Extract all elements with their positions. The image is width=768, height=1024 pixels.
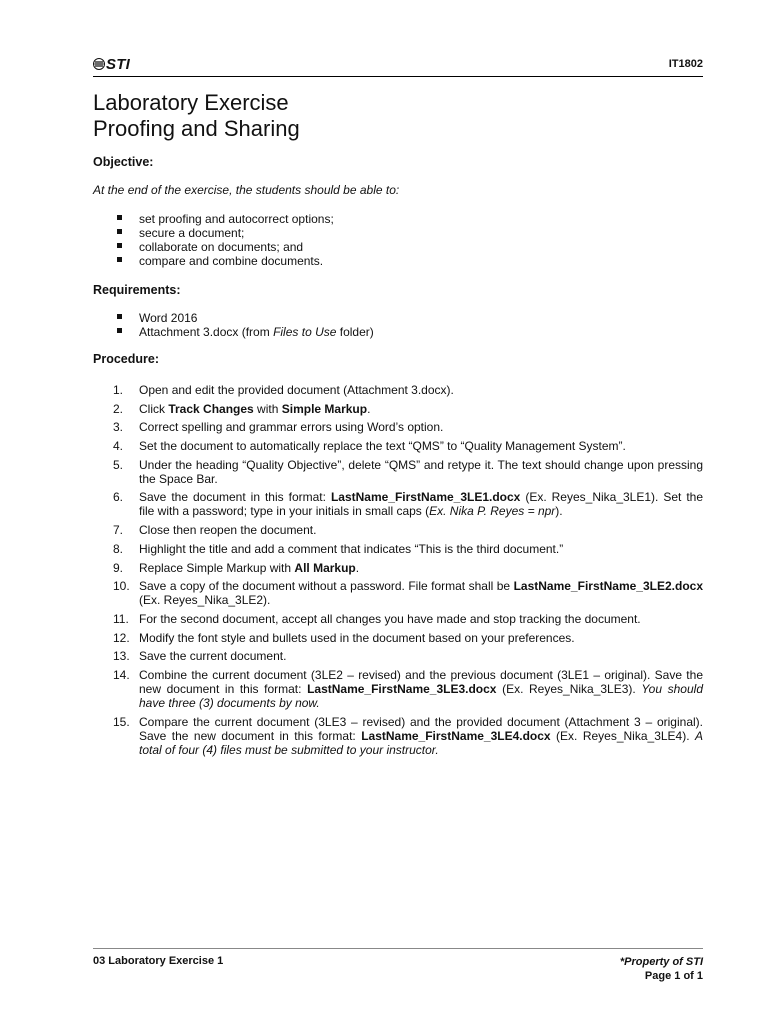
- objective-item-text: set proofing and autocorrect options;: [139, 212, 334, 226]
- footer-left: [93, 955, 223, 967]
- procedure-step: [93, 561, 703, 575]
- step-number: 1.: [113, 383, 124, 397]
- procedure-step: [93, 649, 703, 663]
- footer-module-number: 03: [93, 955, 106, 967]
- requirement-text: Word 2016: [139, 311, 198, 325]
- footer-rule: [93, 948, 703, 949]
- bullet-square-icon: [117, 314, 122, 319]
- footer-page-number: Page 1 of 1: [644, 970, 703, 982]
- step-number: 14.: [113, 667, 130, 682]
- page-title: [93, 90, 300, 142]
- step-text: You should have three (3) documents by now.: [139, 681, 703, 710]
- step-text: Combine the current document (3LE2 – revised) and the previous document (3LE1 – original). Save the new document in this format:: [139, 667, 703, 696]
- bullet-square-icon: [117, 257, 122, 262]
- objective-item-text: secure a document;: [139, 226, 245, 240]
- step-number: 13.: [113, 649, 130, 664]
- step-text: LastName_FirstName_3LE3.docx: [307, 681, 497, 696]
- objective-item: [93, 226, 334, 240]
- step-text: Ex. Nika P. Reyes = npr: [429, 504, 556, 519]
- sti-logo: [93, 55, 130, 73]
- requirement-emphasis: Files to Use: [273, 325, 337, 339]
- step-text: Close then reopen the document.: [139, 523, 317, 538]
- procedure-step: [93, 579, 703, 607]
- step-text: All Markup: [294, 560, 356, 575]
- step-number: 5.: [113, 457, 124, 472]
- step-text: Compare the current document (3LE3 – revised) and the provided document (Attachment 3 – original). Save the new document in this format:: [139, 714, 703, 743]
- procedure-step: [93, 631, 703, 645]
- step-number: 15.: [113, 714, 130, 729]
- objective-item-text: compare and combine documents.: [139, 254, 324, 268]
- bullet-square-icon: [117, 229, 122, 234]
- requirements-heading: Requirements:: [93, 283, 181, 297]
- step-text: .: [367, 401, 371, 416]
- step-text: For the second document, accept all changes you have made and stop tracking the document.: [139, 611, 641, 626]
- footer-right: [620, 955, 703, 983]
- step-text: LastName_FirstName_3LE4.docx: [361, 728, 551, 743]
- title-line-1: Laboratory Exercise: [93, 90, 289, 115]
- step-text: (Ex. Reyes_Nika_3LE2).: [139, 593, 271, 608]
- bullet-square-icon: [117, 215, 122, 220]
- step-text: Save the document in this format:: [139, 490, 331, 505]
- step-text: (Ex. Reyes_Nika_3LE1). Set the file with a password; type in your initials in small caps (: [139, 490, 704, 519]
- step-text: Save the current document.: [139, 649, 287, 664]
- step-text: ).: [555, 504, 563, 519]
- requirement-text-tail: folder): [336, 325, 374, 339]
- step-text: (Ex. Reyes_Nika_3LE4).: [550, 728, 695, 743]
- title-line-2: Proofing and Sharing: [93, 116, 300, 141]
- step-number: 8.: [113, 541, 124, 556]
- logo-text: STI: [106, 55, 130, 73]
- step-text: Simple Markup: [281, 401, 368, 416]
- footer-property: *Property of STI: [619, 956, 703, 968]
- step-text: Track Changes: [168, 401, 254, 416]
- step-number: 4.: [113, 439, 124, 454]
- step-text: with: [253, 401, 282, 416]
- procedure-step: [93, 668, 703, 710]
- step-text: A total of four (4) files must be submitted to your instructor.: [139, 728, 703, 757]
- requirement-text: Attachment 3.docx (from: [139, 325, 274, 339]
- procedure-heading: Procedure:: [93, 352, 159, 366]
- step-number: 3.: [113, 420, 124, 435]
- objective-item: [93, 212, 334, 226]
- step-text: Under the heading “Quality Objective”, delete “QMS” and retype it. The text should change upon pressing the Space Bar.: [139, 457, 703, 486]
- step-number: 11.: [113, 611, 129, 626]
- step-text: .: [355, 560, 360, 575]
- step-text: Replace Simple Markup with: [139, 560, 295, 575]
- step-text: LastName_FirstName_3LE1.docx: [330, 490, 521, 505]
- procedure-step: [93, 612, 703, 626]
- procedure-step: [93, 383, 703, 397]
- procedure-step: [93, 490, 703, 518]
- bullet-square-icon: [117, 243, 122, 248]
- procedure-step: [93, 439, 703, 453]
- objective-item: [93, 254, 334, 268]
- step-number: 10.: [113, 579, 130, 594]
- objective-intro: At the end of the exercise, the students should be able to:: [93, 183, 400, 197]
- procedure-step: [93, 542, 703, 556]
- step-number: 2.: [113, 401, 124, 416]
- step-text: Click: [139, 401, 169, 416]
- step-number: 6.: [113, 490, 124, 505]
- step-text: Correct spelling and grammar errors using Word’s option.: [139, 420, 444, 435]
- header-rule: [93, 76, 703, 77]
- objective-heading: Objective:: [93, 155, 154, 169]
- step-text: (Ex. Reyes_Nika_3LE3).: [496, 681, 642, 696]
- step-text: Highlight the title and add a comment that indicates “This is the third document.”: [139, 541, 564, 556]
- step-number: 12.: [113, 630, 130, 645]
- step-number: 7.: [113, 523, 124, 538]
- procedure-step: [93, 402, 703, 416]
- procedure-step: [93, 420, 703, 434]
- step-text: Set the document to automatically replace the text “QMS” to “Quality Management System”.: [139, 439, 626, 454]
- objective-item-text: collaborate on documents; and: [139, 240, 304, 254]
- step-text: Modify the font style and bullets used in the document based on your preferences.: [139, 630, 575, 645]
- procedure-step: [93, 458, 703, 486]
- requirement-item: [93, 311, 374, 325]
- objective-list: [93, 212, 334, 268]
- procedure-step: [93, 715, 703, 757]
- sti-logo-icon: [93, 57, 105, 71]
- procedure-steps: [93, 383, 703, 761]
- procedure-step: [93, 523, 703, 537]
- footer-module-title: Laboratory Exercise 1: [105, 955, 224, 967]
- step-text: LastName_FirstName_3LE2.docx: [513, 579, 703, 594]
- requirement-item: [93, 325, 374, 339]
- document-code: IT1802: [668, 58, 703, 70]
- step-text: Save a copy of the document without a password. File format shall be: [139, 579, 514, 594]
- step-text: Open and edit the provided document (Attachment 3.docx).: [139, 383, 454, 397]
- step-number: 9.: [113, 560, 124, 575]
- objective-item: [93, 240, 334, 254]
- requirements-list: [93, 311, 374, 339]
- bullet-square-icon: [117, 328, 122, 333]
